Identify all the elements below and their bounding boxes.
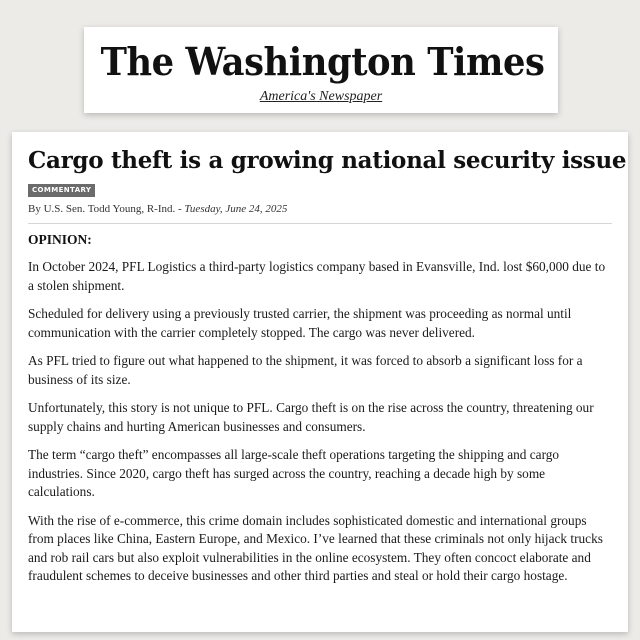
article-paragraph: Unfortunately, this story is not unique to PFL. Cargo theft is on the rise across the country, threatening our supply chains and hurting American businesses and consumers.	[28, 400, 594, 434]
article-paragraph: Scheduled for delivery using a previously trusted carrier, the shipment was proceeding as normal until communication with the carrier completely stopped. The cargo was never delivered.	[28, 306, 572, 340]
opinion-label: OPINION:	[28, 232, 92, 247]
article-card	[12, 132, 628, 632]
byline-date: Tuesday, June 24, 2025	[184, 203, 288, 215]
article-paragraph: The term “cargo theft” encompasses all large-scale theft operations targeting the shipping and cargo industries. Since 2020, cargo theft has surged across the country, reaching a decade high by some calculations.	[28, 447, 560, 499]
byline-author[interactable]: By U.S. Sen. Todd Young, R-Ind.	[28, 203, 176, 215]
masthead	[84, 27, 558, 113]
article-paragraph: As PFL tried to figure out what happened to the shipment, it was forced to absorb a significant loss for a business of its size.	[28, 353, 583, 387]
article-paragraph: With the rise of e-commerce, this crime domain includes sophisticated domestic and international groups from places like China, Eastern Europe, and Mexico. I’ve learned that these criminals not only hijack trucks and rob rail cars but also exploit vulnerabilities in the online ecosystem. They often concoct elaborate and fraudulent schemes to deceive businesses and other third parties and steal or hold their cargo hostage.	[28, 512, 603, 583]
newspaper-logo: The Washington Times	[100, 39, 545, 84]
article-paragraph: In October 2024, PFL Logistics a third-party logistics company based in Evansville, Ind. lost $60,000 due to a stolen shipment.	[28, 259, 606, 293]
article-headline: Cargo theft is a growing national security issue	[28, 147, 627, 174]
tagline-link[interactable]: America's Newspaper	[259, 89, 383, 104]
byline-separator: -	[175, 203, 185, 215]
divider	[28, 223, 612, 224]
commentary-badge[interactable]: COMMENTARY	[28, 184, 95, 197]
byline	[28, 203, 612, 215]
